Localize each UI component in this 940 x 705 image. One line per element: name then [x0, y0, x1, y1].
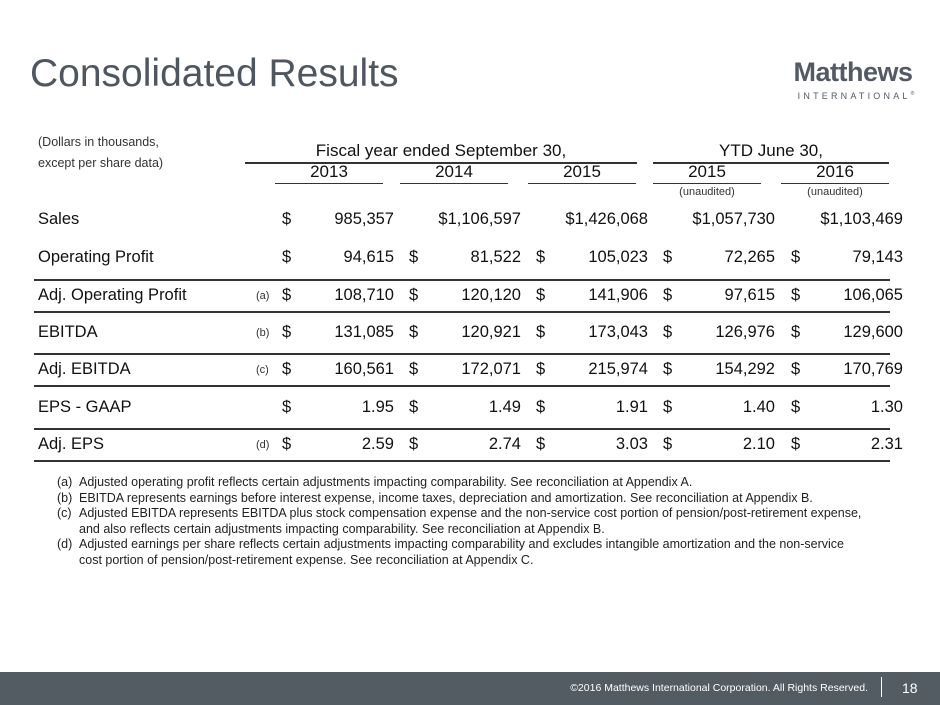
cell-value: $1,426,068 [565, 210, 648, 228]
cell-value: 1.95 [361, 398, 394, 416]
cell-value: 1.91 [615, 398, 648, 416]
table-row [34, 318, 903, 348]
cell-value: 106,065 [843, 286, 903, 304]
row-label: Adj. EBITDA [38, 360, 131, 378]
cell-value: 126,976 [715, 323, 775, 341]
cell-value: 985,357 [334, 210, 394, 228]
cell-value: 72,265 [724, 248, 775, 266]
cell-value: 120,921 [461, 323, 521, 341]
cell-value: 173,043 [588, 323, 648, 341]
cell-value: $1,103,469 [820, 210, 903, 228]
cell-value: 172,071 [461, 360, 521, 378]
cell-value: 81,522 [470, 248, 521, 266]
column-group-ytd: YTD June 30, [653, 141, 889, 164]
cell-value: 1.30 [870, 398, 903, 416]
cell-value: 160,561 [334, 360, 394, 378]
table-row [34, 353, 903, 387]
cell-value: 170,769 [843, 360, 903, 378]
currency-symbol: $ [409, 435, 419, 453]
row-footnote-ref: (c) [256, 364, 269, 376]
currency-symbol: $ [409, 248, 419, 266]
row-footnote-ref: (d) [256, 439, 270, 451]
currency-symbol: $ [791, 286, 801, 304]
currency-symbol: $ [791, 323, 801, 341]
currency-symbol: $ [409, 286, 419, 304]
currency-symbol: $ [282, 248, 292, 266]
currency-symbol: $ [282, 286, 292, 304]
currency-symbol: $ [791, 435, 801, 453]
cell-value: 120,120 [461, 286, 521, 304]
cell-value: 129,600 [843, 323, 903, 341]
cell-value: 3.03 [615, 435, 648, 453]
currency-symbol: $ [282, 398, 292, 416]
column-group-fiscal-year: Fiscal year ended September 30, [245, 141, 637, 164]
company-logo [778, 58, 928, 102]
logo-subtitle: INTERNATIONAL® [797, 91, 915, 101]
currency-symbol: $ [663, 360, 673, 378]
column-header-2013: 2013 [275, 162, 383, 184]
currency-symbol: $ [663, 323, 673, 341]
currency-symbol: $ [791, 398, 801, 416]
currency-symbol: $ [791, 248, 801, 266]
cell-value: 105,023 [588, 248, 648, 266]
currency-symbol: $ [536, 248, 546, 266]
row-footnote-ref: (a) [256, 290, 270, 302]
footer-divider [881, 677, 882, 697]
currency-symbol: $ [536, 435, 546, 453]
currency-symbol: $ [282, 435, 292, 453]
unaudited-note: (unaudited) [807, 186, 863, 198]
currency-symbol: $ [282, 360, 292, 378]
table-row [34, 428, 903, 462]
column-header-2014: 2014 [400, 162, 508, 184]
cell-value: $1,057,730 [692, 210, 775, 228]
currency-symbol: $ [409, 398, 419, 416]
cell-value: 131,085 [334, 323, 394, 341]
currency-symbol: $ [536, 360, 546, 378]
footnote: (b) EBITDA represents earnings before interest expense, income taxes, depreciation and amortization. See reconciliation at Appendix B. [57, 490, 813, 505]
row-footnote-ref: (b) [256, 327, 270, 339]
currency-symbol: $ [663, 286, 673, 304]
column-header-ytd-2016: 2016 [781, 162, 889, 184]
footnotes [57, 475, 869, 568]
currency-symbol: $ [663, 248, 673, 266]
page-number: 18 [902, 680, 918, 696]
currency-symbol: $ [663, 435, 673, 453]
currency-symbol: $ [536, 286, 546, 304]
footnote: (d) Adjusted earnings per share reflects certain adjustments impacting comparability and excludes intangible amortization and the non-service cost portion of pension/post-retirement expense. See reconciliation at Appendix C. [57, 537, 844, 567]
cell-value: 79,143 [852, 248, 903, 266]
currency-symbol: $ [791, 360, 801, 378]
footnote: (a) Adjusted operating profit reflects certain adjustments impacting comparability. See reconciliation at Appendix A. [57, 475, 693, 489]
cell-value: $1,106,597 [438, 210, 521, 228]
currency-symbol: $ [536, 398, 546, 416]
row-label: EPS - GAAP [38, 398, 132, 416]
page-title: Consolidated Results [30, 52, 399, 95]
cell-value: 97,615 [724, 286, 775, 304]
cell-value: 2.10 [742, 435, 775, 453]
row-label: Adj. EPS [38, 435, 105, 453]
currency-symbol: $ [282, 323, 292, 341]
currency-symbol: $ [663, 398, 673, 416]
row-label: Sales [38, 210, 80, 228]
currency-symbol: $ [536, 323, 546, 341]
cell-value: 2.74 [488, 435, 521, 453]
cell-value: 215,974 [588, 360, 648, 378]
cell-value: 1.49 [488, 398, 521, 416]
cell-value: 94,615 [343, 248, 394, 266]
table-row [34, 393, 903, 423]
currency-symbol: $ [282, 210, 292, 228]
table-row [34, 243, 903, 273]
footer-bar [0, 672, 940, 705]
units-note: (Dollars in thousands, except per share data) [38, 135, 164, 170]
row-label: Operating Profit [38, 248, 154, 266]
row-label: Adj. Operating Profit [38, 286, 187, 304]
cell-value: 2.31 [870, 435, 903, 453]
cell-value: 154,292 [715, 360, 775, 378]
unaudited-note: (unaudited) [679, 186, 735, 198]
cell-value: 1.40 [742, 398, 775, 416]
column-header-2015: 2015 [528, 162, 636, 184]
cell-value: 108,710 [334, 286, 394, 304]
table-row [34, 279, 903, 313]
currency-symbol: $ [409, 323, 419, 341]
cell-value: 141,906 [588, 286, 648, 304]
table-row [34, 205, 903, 235]
column-header-ytd-2015: 2015 [653, 162, 761, 184]
logo-wordmark: Matthews [793, 57, 913, 87]
currency-symbol: $ [409, 360, 419, 378]
footnote: (c) Adjusted EBITDA represents EBITDA plus stock compensation expense and the non-service cost portion of pension/post-retirement expense, and also reflects certain adjustments impacting comparability. See reconciliation at Appendix B. [57, 506, 862, 536]
cell-value: 2.59 [361, 435, 394, 453]
copyright-text: ©2016 Matthews International Corporation. All Rights Reserved. [570, 682, 868, 694]
row-label: EBITDA [38, 323, 98, 341]
